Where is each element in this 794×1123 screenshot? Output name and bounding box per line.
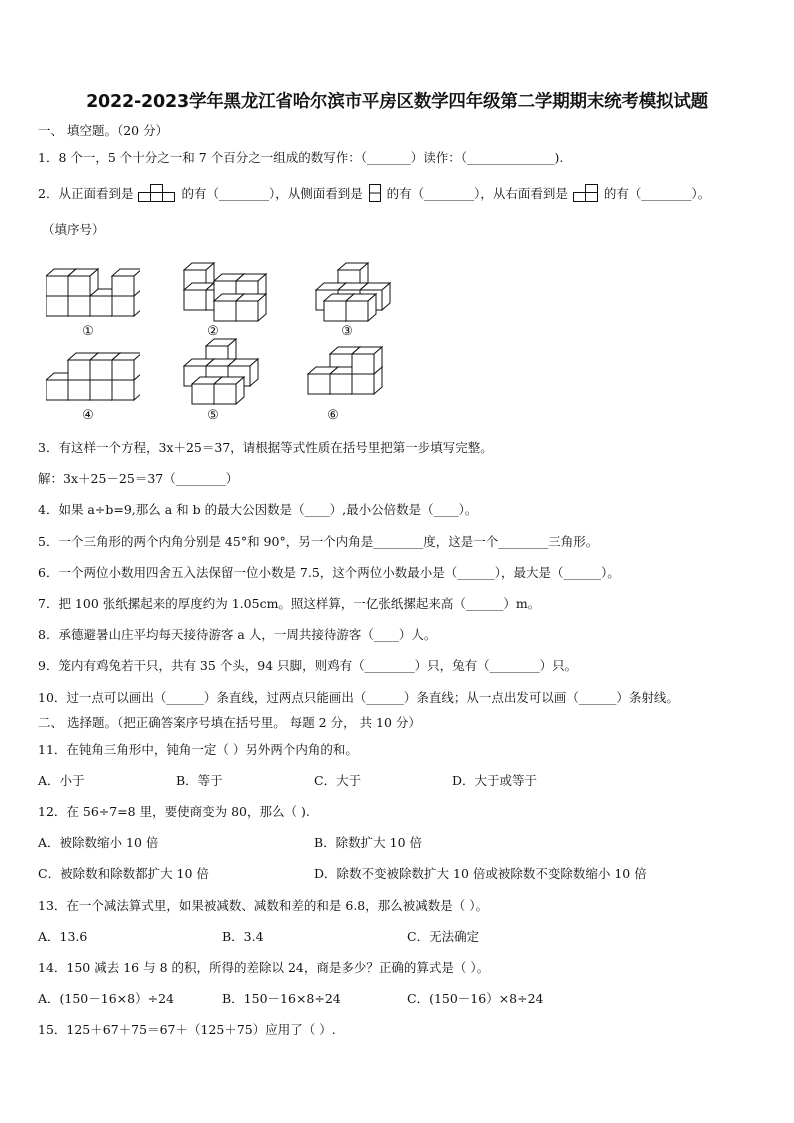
question-12: 12．在 56÷7=8 里，要使商变为 80，那么（ ).: [38, 804, 310, 819]
question-5: 5．一个三角形的两个内角分别是 45°和 90°，另一个内角是________度，这是一个________三角形。: [38, 534, 599, 549]
figure-5: [178, 336, 270, 406]
section-2-heading: 二、 选择题。（把正确答案序号填在括号里。 每题 2 分， 共 10 分）: [38, 715, 421, 730]
front-view-icon: [138, 184, 176, 202]
question-8: 8．承德避暑山庄平均每天接待游客 a 人，一周共接待游客（____）人。: [38, 627, 437, 642]
figure-4: [46, 346, 140, 406]
question-2: [38, 184, 710, 202]
figure-2: [178, 254, 270, 322]
q11-option-d: D．大于或等于: [452, 773, 538, 788]
figure-2-label: ②: [207, 324, 219, 339]
q12-option-b: B．除数扩大 10 倍: [314, 835, 423, 850]
section-1-heading: 一、 填空题。（20 分）: [38, 123, 169, 138]
q11-option-c: C．大于: [314, 773, 362, 788]
q12-option-c: C．被除数和除数都扩大 10 倍: [38, 866, 209, 881]
question-11: 11．在钝角三角形中，钝角一定（ ）另外两个内角的和。: [38, 742, 358, 757]
question-9: 9．笼内有鸡兔若干只，共有 35 个头，94 只脚，则鸡有（________）只，兔有（________）只。: [38, 658, 578, 673]
question-13: 13．在一个减法算式里，如果被减数、减数和差的和是 6.8，那么被减数是（ ）。: [38, 898, 488, 913]
question-3-solution: 解：3x＋25－25＝37（________）: [38, 471, 239, 486]
question-1: 1．8 个一，5 个十分之一和 7 个百分之一组成的数写作：（_______）读作：（______________).: [38, 150, 564, 165]
question-3: 3．有这样一个方程，3x＋25＝37，请根据等式性质在括号里把第一步填写完整。: [38, 440, 493, 455]
side-view-icon: [368, 184, 382, 202]
q11-option-a: A．小于: [38, 773, 85, 788]
q14-option-b: B．150－16×8÷24: [222, 991, 341, 1006]
question-6: 6．一个两位小数用四舍五入法保留一位小数是 7.5，这个两位小数最小是（______），最大是（______）。: [38, 565, 620, 580]
q13-option-c: C．无法确定: [407, 929, 480, 944]
right-view-icon: [573, 184, 599, 202]
q2-part-d: 的有（________）。: [603, 186, 711, 201]
q13-option-a: A．13.6: [38, 929, 88, 944]
question-10: 10．过一点可以画出（______）条直线，过两点只能画出（______）条直线；从一点出发可以画（______）条射线。: [38, 690, 679, 705]
q2-part-b: 的有（________），从侧面看到是: [181, 186, 363, 201]
q13-option-b: B．3.4: [222, 929, 264, 944]
figure-1-label: ①: [82, 324, 94, 339]
page-title: 2022-2023学年黑龙江省哈尔滨市平房区数学四年级第二学期期末统考模拟试题: [86, 92, 708, 112]
q2-part-a: 2．从正面看到是: [38, 186, 134, 201]
figure-3-label: ③: [341, 324, 353, 339]
figure-3: [310, 254, 402, 322]
question-15: 15．125＋67＋75＝67＋（125＋75）应用了（ ）.: [38, 1022, 336, 1037]
q2-part-c: 的有（________），从右面看到是: [386, 186, 568, 201]
question-14: 14．150 减去 16 与 8 的积，所得的差除以 24，商是多少？正确的算式是（ ）。: [38, 960, 490, 975]
figure-6: [302, 338, 394, 406]
q12-option-a: A．被除数缩小 10 倍: [38, 835, 159, 850]
q11-option-b: B．等于: [176, 773, 223, 788]
question-4: 4．如果 a÷b=9,那么 a 和 b 的最大公因数是（____）,最小公倍数是（____）。: [38, 502, 478, 517]
q2-note: （填序号）: [42, 222, 105, 237]
figure-1: [46, 262, 140, 322]
question-7: 7．把 100 张纸摞起来的厚度约为 1.05cm。照这样算，一亿张纸摞起来高（______）m。: [38, 596, 541, 611]
q14-option-c: C．(150－16）×8÷24: [407, 991, 544, 1006]
figure-4-label: ④: [82, 408, 94, 423]
q12-option-d: D．除数不变被除数扩大 10 倍或被除数不变除数缩小 10 倍: [314, 866, 647, 881]
q14-option-a: A．(150－16×8）÷24: [38, 991, 174, 1006]
figure-5-label: ⑤: [207, 408, 219, 423]
figure-6-label: ⑥: [327, 408, 339, 423]
